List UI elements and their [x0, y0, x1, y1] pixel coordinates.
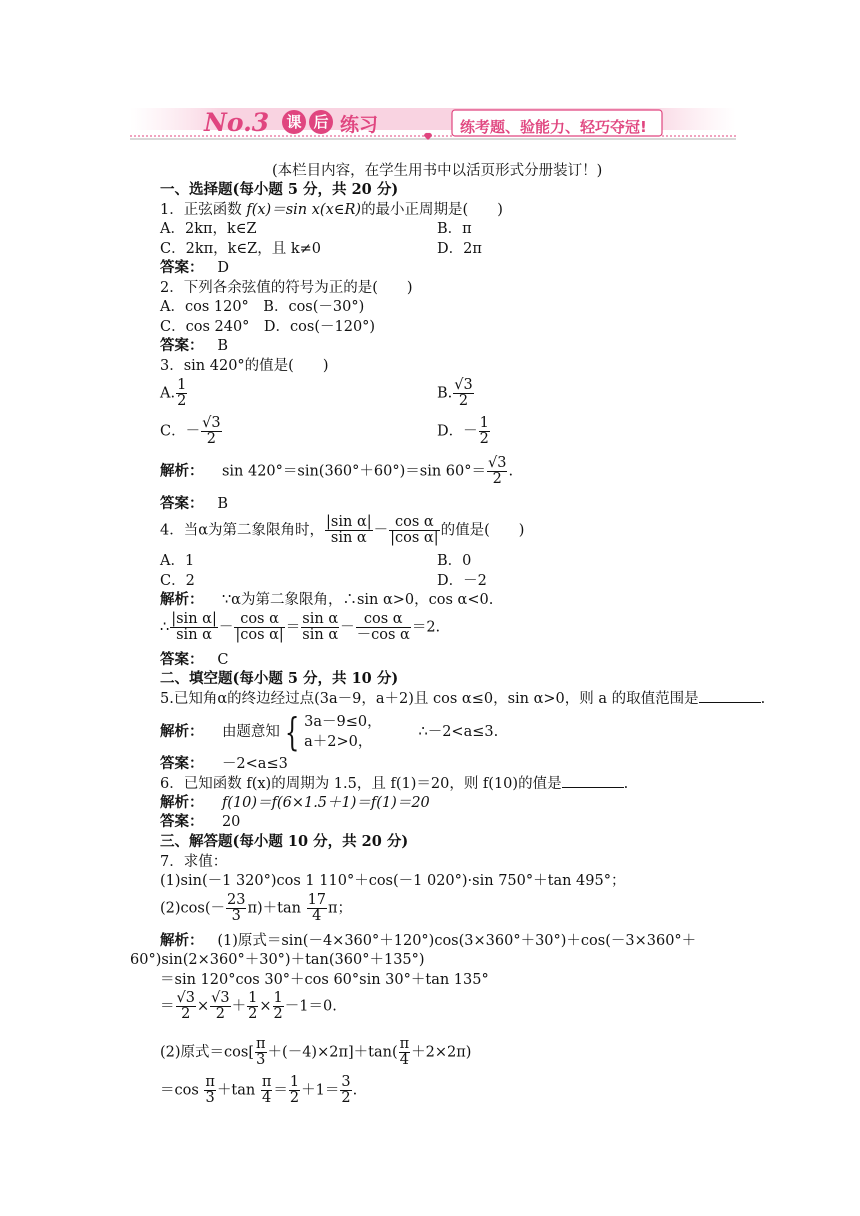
denominator: 2	[181, 1006, 191, 1022]
radicand: 3	[463, 377, 473, 393]
numerator: 17	[307, 892, 327, 908]
fraction	[453, 378, 473, 409]
q5-solution-post: ∴－2<a≤3.	[418, 724, 499, 740]
answer-label: 答案：	[160, 755, 204, 772]
denominator: |cos α|	[235, 627, 284, 643]
header-title: 练习	[340, 114, 379, 136]
numerator: π	[205, 1074, 215, 1090]
q7-solution-4-end: －1＝0.	[284, 998, 337, 1015]
numerator: √3	[176, 990, 195, 1006]
answer-label: 答案：	[160, 337, 204, 354]
q3-answer	[160, 495, 228, 513]
solution-label: 解析：	[160, 723, 204, 740]
q4-solution-text: ∵α为第二象限角，∴sin α>0，cos α<0.	[221, 592, 494, 608]
denominator: 2	[341, 1090, 351, 1106]
q1-option-b: B．π	[437, 221, 472, 237]
q1-stem-c: 的最小正周期是( )	[361, 202, 503, 218]
q6-answer-value: 20	[221, 814, 241, 830]
q3-option-b	[437, 378, 475, 409]
numerator: 1	[273, 990, 283, 1006]
q7-solution-5-a: (2)原式＝cos[	[160, 1044, 254, 1061]
option-letter: A.	[160, 385, 176, 402]
q6-solution	[160, 794, 430, 812]
q5-answer	[160, 755, 288, 773]
q1-answer	[160, 259, 229, 277]
q3-option-d	[437, 416, 491, 447]
q7-part-2	[160, 893, 352, 924]
radicand: 3	[220, 990, 230, 1006]
numerator: π	[399, 1036, 410, 1052]
denominator: sin α	[330, 530, 367, 546]
left-brace: {	[284, 710, 300, 754]
q7-solution-6	[160, 1075, 357, 1106]
numerator: 1	[289, 1074, 300, 1090]
q1-option-c: C．2kπ，k∈Z，且 k≠0	[160, 241, 322, 257]
fraction	[325, 515, 373, 546]
q2-answer	[160, 337, 228, 355]
q4-answer-value: C	[217, 652, 229, 668]
denominator: 2	[248, 1006, 258, 1022]
q4-stem-a: 4．当α为第二象限角时，	[160, 522, 325, 539]
q7-part-2-c: π；	[328, 900, 353, 917]
equals-sign: ＝	[160, 998, 175, 1015]
section-2-heading	[160, 670, 398, 688]
fraction	[487, 456, 507, 487]
answer-label: 答案：	[160, 259, 204, 276]
period: .	[508, 463, 514, 480]
answer-blank	[699, 690, 761, 703]
denominator: 4	[399, 1052, 409, 1068]
inequality-2: a＋2>0，	[304, 734, 373, 750]
q7-solution-6-b: ＋tan	[216, 1082, 260, 1099]
q4-solution	[160, 591, 493, 609]
denominator: 3	[231, 908, 241, 924]
denominator: sin α	[176, 627, 212, 643]
denominator: 2	[492, 471, 502, 487]
plus-sign: ＋	[231, 998, 247, 1015]
denominator: 4	[312, 908, 322, 924]
times-sign: ×	[196, 998, 210, 1015]
q4-option-d: D．－2	[437, 573, 487, 589]
q4-solution-2	[160, 612, 440, 643]
q7-part-2-a: (2)cos(－	[160, 900, 225, 917]
fraction	[301, 612, 339, 643]
numerator: √3	[202, 415, 221, 431]
numerator: π	[256, 1036, 266, 1052]
denominator: 4	[262, 1090, 272, 1106]
section-3-text: 三、解答题(每小题 10 分，共 20 分)	[160, 833, 409, 850]
fraction	[210, 991, 230, 1022]
header-tag-hou: 后	[309, 110, 333, 134]
fraction	[247, 991, 258, 1022]
q7-solution-2: 60°)sin(2×360°＋30°)＋tan(360°＋135°)	[130, 952, 425, 968]
q6-solution-text: f(10)＝f(6×1.5＋1)＝f(1)＝20	[221, 795, 430, 811]
numerator: √3	[211, 990, 230, 1006]
q7-solution-6-a: ＝cos	[160, 1082, 204, 1099]
q7-solution-3: ＝sin 120°cos 30°＋cos 60°sin 30°＋tan 135°	[160, 972, 489, 988]
q5-stem-b: .	[760, 691, 766, 707]
denominator: 2	[289, 1090, 300, 1106]
q1-option-d: D．2π	[437, 241, 482, 257]
numerator: √3	[487, 455, 507, 471]
q7-stem: 7．求值：	[160, 854, 228, 870]
solution-label: 解析：	[160, 932, 204, 949]
q4-stem	[160, 515, 524, 546]
numerator: |sin α|	[326, 514, 372, 530]
q3-solution-text: sin 420°＝sin(360°＋60°)＝sin 60°＝	[221, 463, 486, 480]
q3-answer-value: B	[217, 496, 228, 512]
fraction	[479, 416, 490, 447]
q6-stem	[160, 775, 628, 793]
answer-label: 答案：	[160, 495, 204, 512]
denominator: |cos α|	[390, 530, 439, 546]
fraction	[389, 515, 439, 546]
q7-solution-6-d: ＋1＝	[301, 1082, 340, 1099]
header-slogan: 练考题、验能力、轻巧夺冠!	[460, 118, 647, 136]
numerator: cos α	[356, 612, 411, 628]
q6-stem-b: .	[623, 776, 629, 792]
denominator: sin α	[302, 627, 339, 643]
q3-option-c	[160, 416, 223, 447]
fraction	[234, 612, 284, 643]
minus-sign: －	[218, 619, 234, 636]
q4-option-c: C．2	[160, 573, 195, 589]
answer-blank	[562, 775, 624, 788]
numerator: cos α	[389, 515, 439, 531]
binding-note: (本栏目内容，在学生用书中以活页形式分册装订！)	[272, 163, 603, 179]
numerator: 23	[227, 892, 246, 908]
q4-option-a: A．1	[160, 553, 195, 569]
section-1-heading	[160, 181, 398, 199]
q4-result: ＝2.	[411, 619, 441, 636]
q2-options-ab: A．cos 120° B．cos(－30°)	[160, 299, 365, 315]
q1-answer-value: D	[217, 260, 229, 276]
equals-sign: ＝	[285, 619, 301, 636]
numerator: cos α	[234, 612, 284, 628]
fraction	[201, 416, 221, 447]
fraction	[307, 893, 327, 924]
q4-stem-b: 的值是( )	[440, 522, 525, 539]
numerator: √3	[454, 377, 473, 393]
denominator: 2	[479, 431, 489, 447]
fraction	[255, 1037, 267, 1068]
q7-solution-4	[160, 991, 337, 1022]
fraction	[273, 991, 284, 1022]
denominator: －cos α	[356, 627, 410, 643]
fraction	[176, 991, 196, 1022]
q4-answer	[160, 651, 228, 669]
fraction	[170, 612, 218, 643]
section-2-text: 二、填空题(每小题 5 分，共 10 分)	[160, 670, 399, 687]
numerator: sin α	[302, 611, 339, 627]
period: .	[352, 1082, 358, 1099]
numerator: 1	[248, 990, 258, 1006]
q2-options-cd: C．cos 240° D．cos(－120°)	[160, 319, 376, 335]
q7-part-2-b: π)＋tan	[247, 900, 306, 917]
inequality-system	[304, 712, 381, 752]
fraction	[289, 1075, 300, 1106]
q7-part-1: (1)sin(－1 320°)cos 1 110°＋cos(－1 020°)·sin 750°＋tan 495°；	[160, 873, 626, 889]
header-no-label: No.3	[204, 108, 270, 137]
option-letter: C．－	[160, 423, 201, 440]
q3-stem: 3．sin 420°的值是( )	[160, 358, 329, 374]
radicand: 3	[185, 990, 195, 1006]
solution-label: 解析：	[160, 591, 204, 608]
numerator: 1	[177, 377, 187, 393]
q5-stem-a: 5.已知角α的终边经过点(3a－9，a＋2)且 cos α≤0，sin α>0，则 a 的取值范围是	[160, 691, 699, 707]
option-letter: B.	[437, 385, 453, 402]
fraction	[226, 893, 246, 924]
fraction	[261, 1075, 273, 1106]
answer-label: 答案：	[160, 651, 204, 668]
option-letter: D．－	[437, 423, 478, 440]
solution-label: 解析：	[160, 462, 204, 480]
fraction	[399, 1037, 411, 1068]
q2-answer-value: B	[217, 338, 228, 354]
denominator: 3	[256, 1052, 266, 1068]
q1-option-a: A．2kπ，k∈Z	[160, 221, 257, 237]
denominator: 2	[177, 393, 187, 409]
numerator: π	[261, 1074, 272, 1090]
section-3-heading	[160, 833, 408, 851]
denominator: 2	[215, 1006, 225, 1022]
answer-label: 答案：	[160, 813, 204, 830]
q4-option-b: B．0	[437, 553, 472, 569]
denominator: 3	[205, 1090, 215, 1106]
times-sign: ×	[259, 998, 272, 1015]
q7-solution-5-c: ＋2×2π)	[411, 1044, 472, 1061]
denominator: 2	[273, 1006, 283, 1022]
minus-sign: －	[340, 619, 355, 636]
q5-stem	[160, 690, 765, 708]
section-1-text: 一、选择题(每小题 5 分，共 20 分)	[160, 181, 399, 198]
q7-solution-5	[160, 1037, 471, 1068]
therefore-sign: ∴	[160, 619, 170, 636]
numerator: |sin α|	[171, 611, 217, 627]
q3-option-a	[160, 378, 188, 409]
numerator: 3	[341, 1074, 351, 1090]
fraction	[204, 1075, 216, 1106]
q2-stem: 2．下列各余弦值的符号为正的是( )	[160, 280, 413, 296]
inequality-1: 3a－9≤0，	[304, 714, 382, 730]
numerator: 1	[479, 415, 489, 431]
radicand: 3	[211, 415, 221, 431]
q7-solution-5-b: ＋(－4)×2π]＋tan(	[267, 1044, 398, 1061]
header-tag-ke: 课	[282, 110, 306, 134]
q3-solution	[160, 456, 513, 487]
q7-solution-line-1: (1)原式＝sin(－4×360°＋120°)cos(3×360°＋30°)＋cos(－3×360°＋	[217, 933, 697, 949]
denominator: 2	[458, 393, 469, 409]
q1-stem-a: 1．正弦函数	[160, 202, 247, 218]
q7-solution-1	[160, 932, 696, 950]
q1-stem-b: f(x)＝sin x(x∈R)	[246, 202, 362, 218]
fraction	[356, 612, 411, 643]
denominator: 2	[206, 431, 216, 447]
q5-solution	[160, 712, 498, 752]
q6-answer	[160, 813, 240, 831]
fraction	[340, 1075, 351, 1106]
q5-solution-pre: 由题意知	[221, 724, 280, 740]
equals-sign: ＝	[273, 1082, 288, 1099]
fraction	[176, 378, 187, 409]
q5-answer-value: －2<a≤3	[221, 756, 288, 772]
q1-stem	[160, 201, 503, 219]
radicand: 3	[497, 455, 507, 471]
solution-label: 解析：	[160, 794, 204, 811]
q6-stem-a: 6．已知函数 f(x)的周期为 1.5，且 f(1)＝20，则 f(10)的值是	[160, 776, 562, 792]
minus-sign: －	[373, 522, 389, 539]
